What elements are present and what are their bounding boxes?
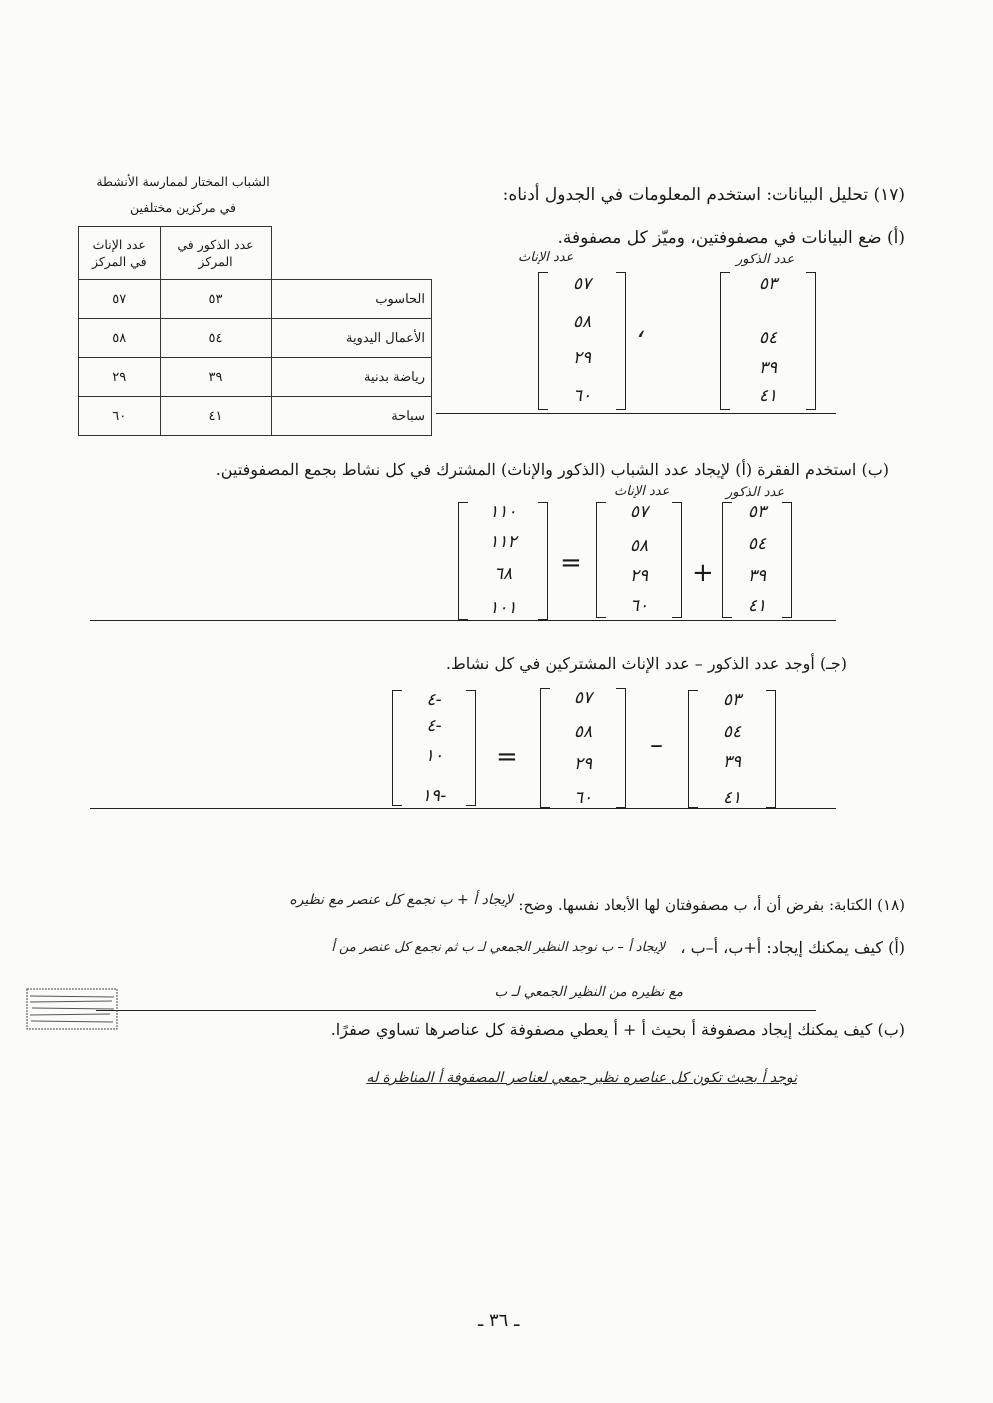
table-header-row [79, 227, 432, 280]
part-b-sum-matrix [458, 502, 548, 620]
table-header-females: عدد الإناث في المركز [79, 227, 161, 280]
matrix-cell: ١١٢ [489, 532, 517, 552]
part-b-females-matrix [596, 502, 682, 618]
matrix-cell: ٥٨ [572, 312, 592, 332]
part-a-males-matrix [720, 272, 816, 410]
matrix-cell: ٣٩ [758, 358, 778, 378]
table-cell-males: ٤١ [160, 397, 271, 436]
part-b-rule [90, 620, 836, 621]
matrix-cell: ٣٩ [722, 752, 742, 772]
matrix-cell: ٤- [426, 716, 442, 736]
matrix-cell: ٤- [426, 690, 442, 710]
matrix-cell: ٢٩ [572, 348, 592, 368]
matrix-cell: ٢٩ [573, 754, 593, 774]
q18-title-answer: لإيجاد أ + ب نجمع كل عنصر مع نظيره [289, 892, 513, 908]
part-a-separator: ، [636, 314, 645, 344]
stamp-icon [26, 988, 118, 1030]
table-cell-females: ٢٩ [79, 358, 161, 397]
matrix-cell: ٥٨ [629, 536, 649, 556]
matrix-cell: ١٩- [421, 786, 447, 806]
table-row [79, 280, 432, 319]
matrix-cell: ٦٠ [573, 788, 593, 808]
matrix-cell: ٢٩ [629, 566, 649, 586]
matrix-cell: ٥٤ [758, 328, 778, 348]
table-cell-females: ٥٨ [79, 319, 161, 358]
matrix-cell: ٥٧ [572, 274, 592, 294]
matrix-cell: ١٠١ [489, 598, 517, 618]
q18-part-a-rule [96, 1010, 816, 1011]
matrix-cell: ٤١ [722, 788, 742, 808]
part-c-rule [90, 808, 836, 809]
table-cell-females: ٦٠ [79, 397, 161, 436]
part-c-females-matrix [540, 688, 626, 808]
part-b-label-males: عدد الذكور [726, 485, 785, 500]
matrix-cell: ٦٠ [629, 596, 649, 616]
table-cell-activity: الأعمال اليدوية [271, 319, 432, 358]
matrix-cell: ٤١ [758, 386, 778, 406]
matrix-cell: ٣٩ [747, 566, 767, 586]
part-a-females-matrix [538, 272, 626, 410]
matrix-cell: ٥٤ [747, 534, 767, 554]
q18-part-a-text: (أ) كيف يمكنك إيجاد: أ+ب، أ–ب ، [680, 938, 905, 957]
matrix-cell: ٥٧ [573, 688, 593, 708]
table-row [79, 319, 432, 358]
table-row [79, 397, 432, 436]
table-cell-males: ٥٤ [160, 319, 271, 358]
part-b-plus: + [692, 558, 714, 588]
matrix-cell: ١١٠ [489, 502, 517, 522]
matrix-cell: ٥٨ [573, 722, 593, 742]
q17-part-b-text: (ب) استخدم الفقرة (أ) لإيجاد عدد الشباب (الذكور والإناث) المشترك في كل نشاط بجمع المصفوفتين. [215, 460, 889, 479]
matrix-cell: ٥٣ [758, 274, 778, 294]
part-a-label-males: عدد الذكور [736, 252, 795, 267]
part-b-label-females: عدد الإناث [614, 484, 670, 499]
part-c-males-matrix [688, 690, 776, 808]
part-a-label-females: عدد الإناث [518, 250, 574, 265]
part-a-rule [436, 413, 836, 414]
q18-part-a-answer-line2: مع نظيره من النظير الجمعي لـ ب [494, 984, 683, 1000]
matrix-cell: ٥٣ [722, 690, 742, 710]
matrix-cell: ٥٤ [722, 722, 742, 742]
matrix-cell: ٦٠ [572, 386, 592, 406]
table-cell-females: ٥٧ [79, 280, 161, 319]
table-cell-activity: سباحة [271, 397, 432, 436]
table-cell-activity: الحاسوب [271, 280, 432, 319]
q18-part-a-answer-line1: لإيجاد أ – ب نوجد النظير الجمعي لـ ب ثم نجمع كل عنصر من أ [331, 940, 665, 955]
table-cell-activity: رياضة بدنية [271, 358, 432, 397]
q17-part-c-text: (جـ) أوجد عدد الذكور – عدد الإناث المشتركين في كل نشاط. [445, 654, 847, 673]
table-caption-line2: في مركزين مختلفين [129, 200, 237, 215]
page-number: ـ ٣٦ ـ [478, 1310, 520, 1331]
part-c-minus: – [650, 730, 663, 760]
table-caption-line1: الشباب المختار لممارسة الأنشطة [96, 174, 270, 189]
q18-title: (١٨) الكتابة: بفرض أن أ، ب مصفوفتان لها الأبعاد نفسها. وضح: [518, 896, 905, 914]
q17-title: (١٧) تحليل البيانات: استخدم المعلومات في الجدول أدناه: [502, 185, 905, 205]
q17-part-a-text: (أ) ضع البيانات في مصفوفتين، وميّز كل مصفوفة. [557, 228, 905, 248]
matrix-cell: ٤١ [747, 596, 767, 616]
activities-table [78, 226, 432, 436]
matrix-cell: ٥٣ [747, 502, 767, 522]
table-cell-males: ٣٩ [160, 358, 271, 397]
table-header-blank [271, 227, 432, 280]
part-c-diff-matrix [392, 690, 476, 806]
matrix-cell: ٥٧ [629, 502, 649, 522]
part-b-males-matrix [722, 502, 792, 618]
part-c-equals: = [496, 742, 518, 772]
table-cell-males: ٥٣ [160, 280, 271, 319]
table-row [79, 358, 432, 397]
q18-part-b-answer: نوجد أ بحيث تكون كل عناصره نظير جمعي لعناصر المصفوفة أ المناظرة له [366, 1070, 797, 1086]
q18-part-b-text: (ب) كيف يمكنك إيجاد مصفوفة أ بحيث أ + أ يعطي مصفوفة كل عناصرها تساوي صفرًا. [330, 1020, 905, 1039]
matrix-cell: ١٠ [424, 746, 444, 766]
table-header-males: عدد الذكور في المركز [160, 227, 271, 280]
part-b-equals: = [560, 548, 582, 578]
matrix-cell: ٦٨ [493, 564, 513, 584]
